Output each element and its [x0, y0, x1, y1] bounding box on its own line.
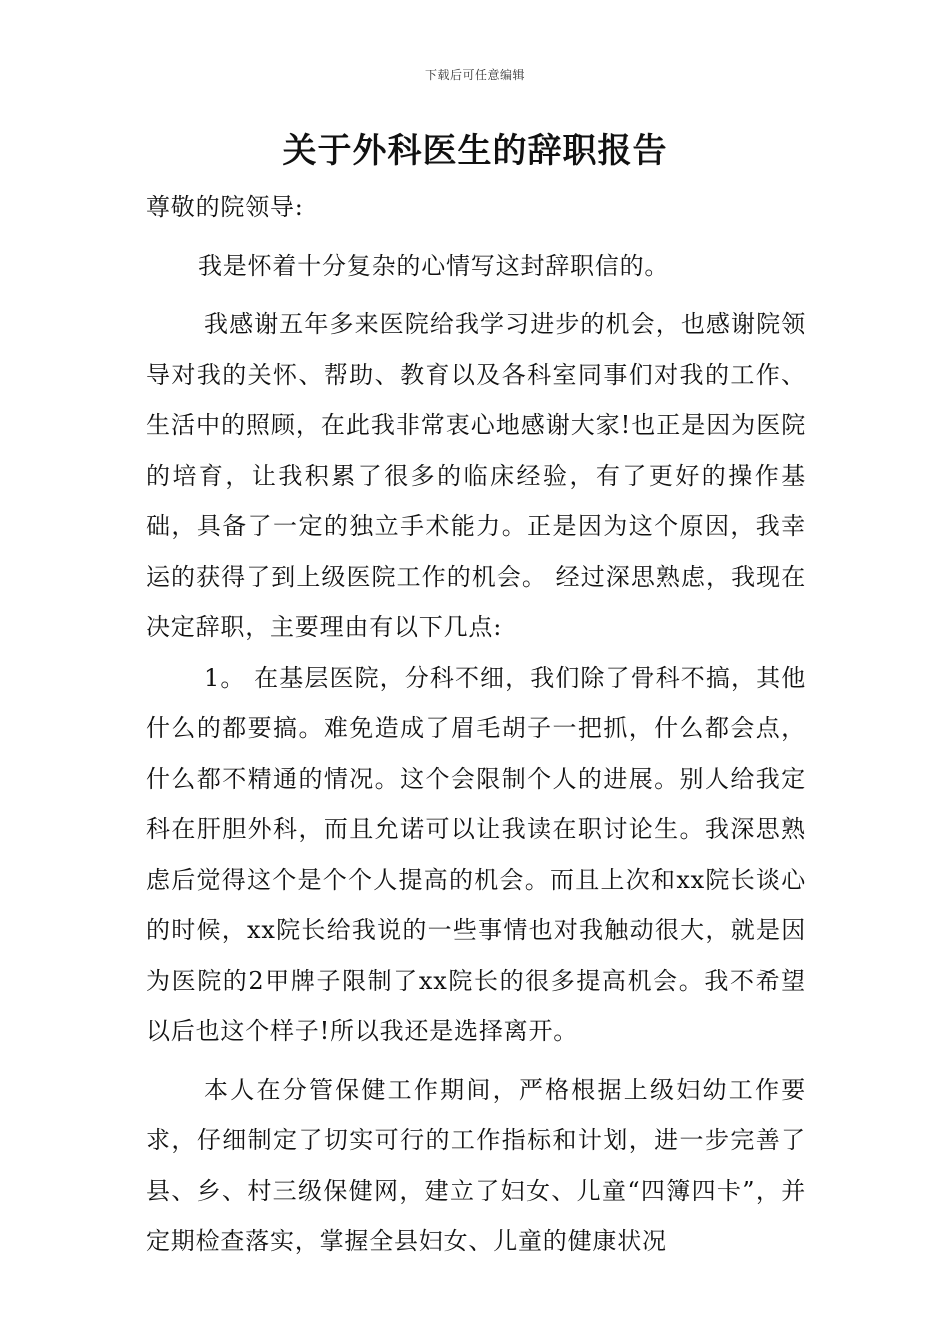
document-title: 关于外科医生的辞职报告 — [282, 131, 668, 171]
salutation: 尊敬的院领导: — [146, 193, 304, 221]
paragraph-opening: 我是怀着十分复杂的心情写这封辞职信的。 — [198, 251, 670, 280]
paragraph-health-work: 本人在分管保健工作期间，严格根据上级妇幼工作要求，仔细制定了切实可行的工作指标和计划，进一步完善了县、乡、村三级保健网，建立了妇女、儿童“四簿四卡”，并定期检查落实，掌握全县妇女、儿童的健康状况 — [146, 1075, 806, 1255]
header-note: 下载后可任意编辑 — [424, 68, 525, 82]
paragraph-reason-1: 1。 在基层医院，分科不细，我们除了骨科不搞，其他什么的都要搞。难免造成了眉毛胡子一把抓，什么都会点，什么都不精通的情况。这个会限制个人的进展。别人给我定科在肝胆外科，而且允诺可以让我读在职讨论生。我深思熟虑后觉得这个是个个人提高的机会。而且上次和xx院长谈心的时候，xx院长给我说的一些事情也对我触动很大，就是因为医院的2甲牌子限制了xx院长的很多提高机会。我不希望以后也这个样子!所以我还是选择离开。 — [146, 663, 806, 1045]
paragraph-gratitude: 我感谢五年多来医院给我学习进步的机会，也感谢院领导对我的关怀、帮助、教育以及各科室同事们对我的工作、生活中的照顾，在此我非常衷心地感谢大家!也正是因为医院的培育，让我积累了很多的临床经验，有了更好的操作基础，具备了一定的独立手术能力。正是因为这个原因，我幸运的获得了到上级医院工作的机会。 经过深思熟虑，我现在决定辞职，主要理由有以下几点: — [146, 310, 806, 641]
document-body — [146, 182, 806, 1267]
